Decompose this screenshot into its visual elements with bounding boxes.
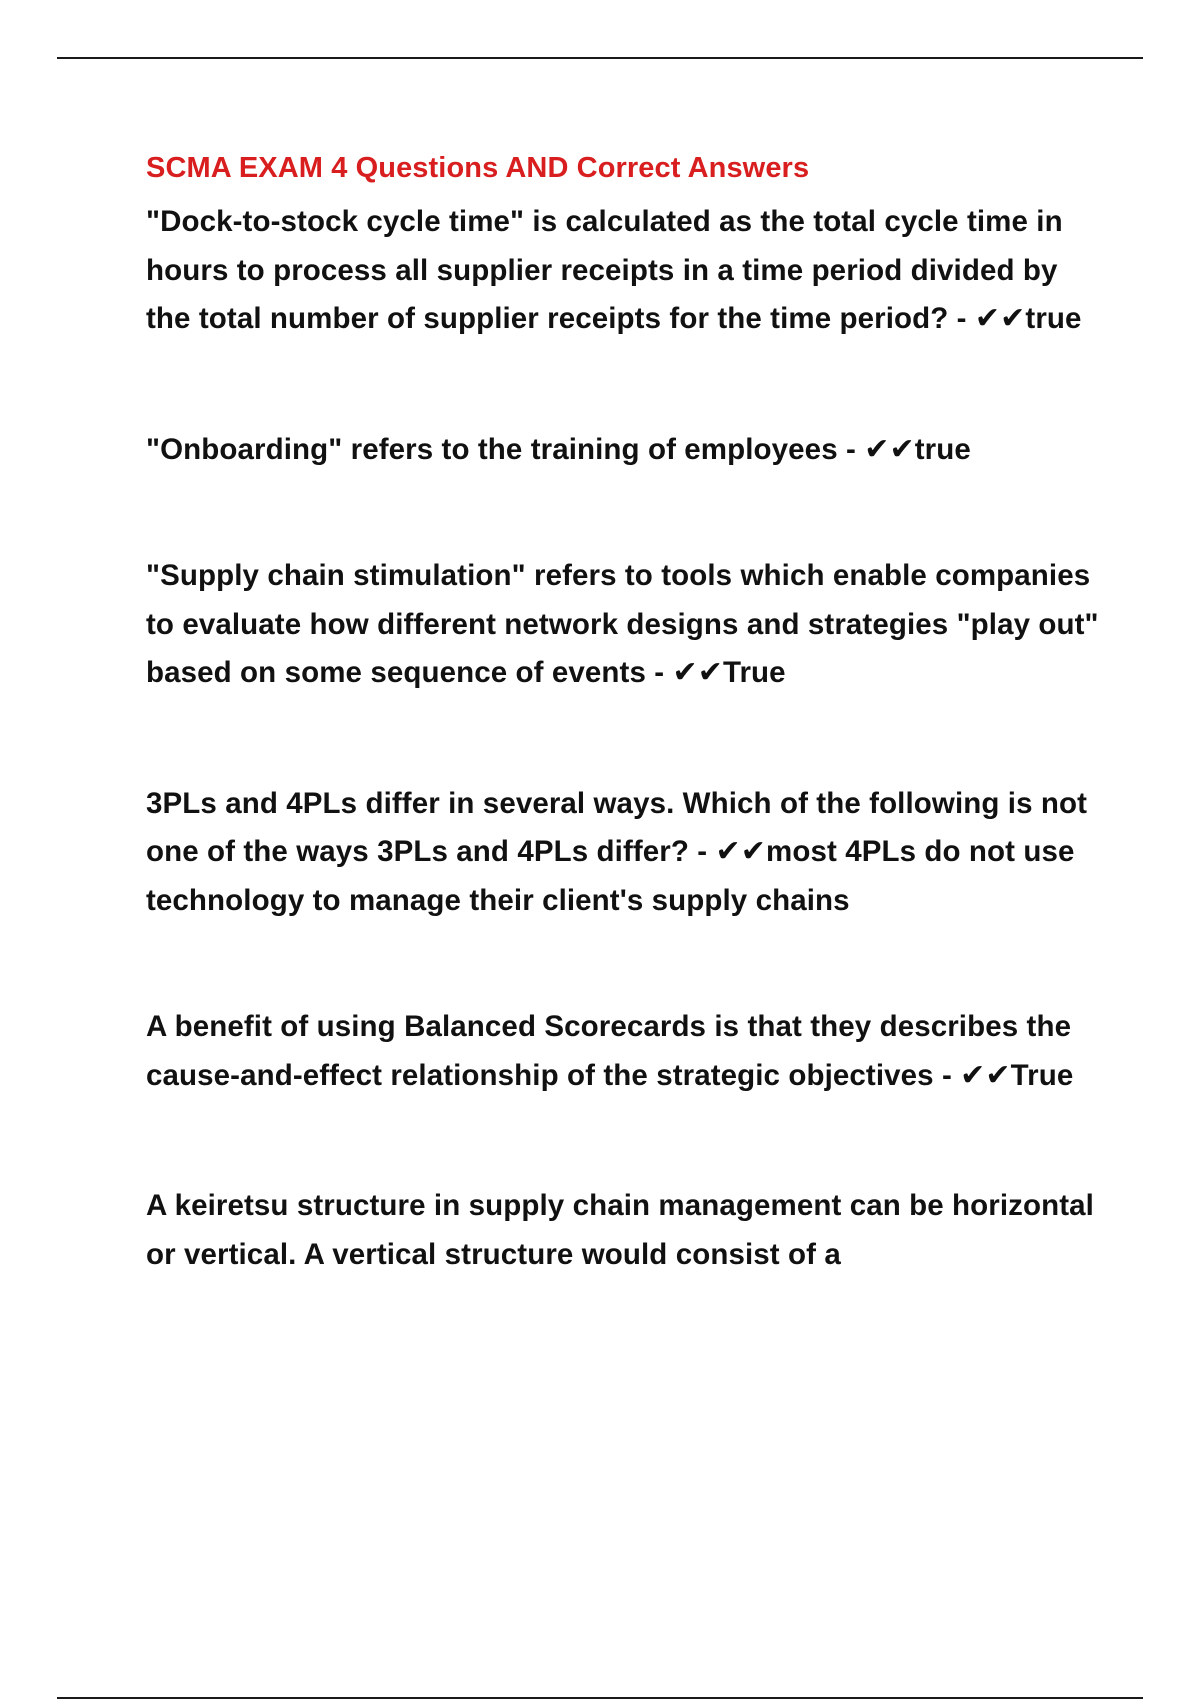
header-rule (57, 57, 1143, 59)
question-text: "Dock-to-stock cycle time" is calculated as the total cycle time in hours to process all supplier receipts in a time period divided by the total number of supplier receipts for the time period? - (146, 205, 1063, 335)
qa-item-1 (146, 198, 1106, 344)
answer-text: most 4PLs do not use technology to manage their client's supply chains (146, 835, 1075, 917)
check-icon: ✔✔ (974, 302, 1026, 335)
question-text: A benefit of using Balanced Scorecards is that they describes the cause-and-effect relationship of the strategic objectives - (146, 1010, 1072, 1092)
question-text: "Supply chain stimulation" refers to tools which enable companies to evaluate how different network designs and strategies "play out" based on some sequence of events - (146, 559, 1099, 689)
question-text: "Onboarding" refers to the training of employees - (146, 432, 865, 466)
footer-rule (57, 1697, 1143, 1699)
document-title: SCMA EXAM 4 Questions AND Correct Answers (146, 152, 810, 184)
check-icon: ✔✔ (960, 1058, 1011, 1092)
qa-item-2 (146, 426, 1106, 475)
question-text: A keiretsu structure in supply chain management can be horizontal or vertical. A vertical structure would consist of a (146, 1189, 1094, 1271)
check-icon: ✔✔ (864, 432, 915, 466)
answer-text: True (722, 656, 786, 689)
qa-item-5 (146, 1003, 1106, 1100)
document-body (146, 146, 1106, 1279)
answer-text: True (1010, 1058, 1074, 1092)
qa-item-3 (146, 552, 1106, 698)
check-icon: ✔✔ (672, 656, 723, 689)
answer-text: true (1025, 302, 1082, 335)
check-icon: ✔✔ (715, 835, 767, 868)
answer-text: true (914, 432, 971, 466)
qa-item-4 (146, 780, 1106, 926)
question-text: 3PLs and 4PLs differ in several ways. Which of the following is not one of the ways 3PLs and 4PLs differ? - (146, 786, 1088, 868)
qa-item-6 (146, 1182, 1106, 1279)
